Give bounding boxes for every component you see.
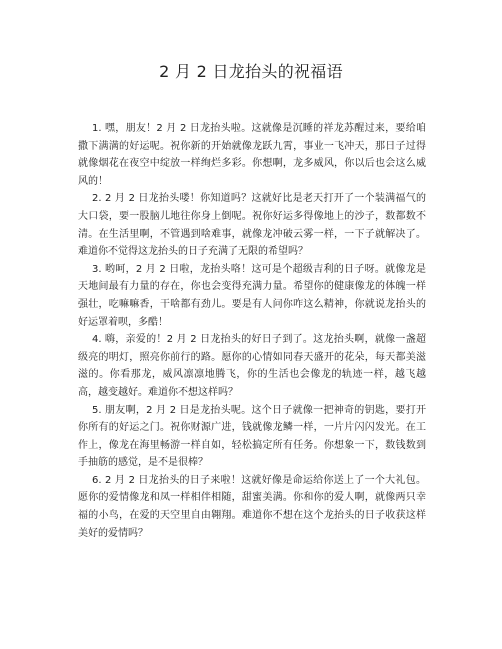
- paragraph-1: 1. 嘿，朋友！2 月 2 日龙抬头啦。这就像是沉睡的祥龙苏醒过来，要给咱撒下满满的好运呢。祝你新的开始就像龙跃九霄，事业一飞冲天，那日子过得就像烟花在夜空中绽放一样绚烂多彩。你想啊，龙多威风，你以后也会这么威风的！: [78, 123, 426, 187]
- paragraph-4: 4. 嗨，亲爱的！2 月 2 日龙抬头的好日子到了。这龙抬头啊，就像一盏超级亮的明灯，照亮你前行的路。愿你的心情如同春天盛开的花朵，每天都美滋滋的。你看那龙，威风凛凛地腾飞，你的生活也会像龙的轨迹一样，越飞越高，越变越好。难道你不想这样吗？: [78, 334, 426, 398]
- paragraph-6: 6. 2 月 2 日龙抬头的日子来啦！这就好像是命运给你送上了一个大礼包。愿你的爱情像龙和凤一样相伴相随，甜蜜美满。你和你的爱人啊，就像两只幸福的小鸟，在爱的天空里自由翱翔。难道你不想在这个龙抬头的日子收获这样美好的爱情吗？: [78, 474, 426, 539]
- paragraph-2: 2. 2 月 2 日龙抬头喽！你知道吗？这就好比是老天打开了一个装满福气的大口袋，要一股脑儿地往你身上倒呢。祝你好运多得像地上的沙子，数都数不清。在生活里啊，不管遇到啥难事，就像龙冲破云雾一样，一下子就解决了。难道你不觉得这龙抬头的日子充满了无限的希望吗？: [78, 193, 426, 258]
- paragraph-3: 3. 哟呵，2 月 2 日啦，龙抬头咯！这可是个超级吉利的日子呀。就像龙是天地间最有力量的存在，你也会变得充满力量。希望你的健康像龙的体魄一样强壮，吃嘛嘛香，干啥都有劲儿。要是有人问你咋这么精神，你就说龙抬头的好运罩着呗，多酷！: [78, 263, 426, 328]
- document-title: 2 月 2 日龙抬头的祝福语: [159, 62, 343, 81]
- paragraph-5: 5. 朋友啊，2 月 2 日是龙抬头呢。这个日子就像一把神奇的钥匙，要打开你所有的好运之门。祝你财源广进，钱就像龙鳞一样，一片片闪闪发光。在工作上，像龙在海里畅游一样自如，轻松搞定所有任务。你想象一下，数钱数到手抽筋的感觉，是不是很棒？: [78, 404, 426, 469]
- document-body: [78, 120, 426, 542]
